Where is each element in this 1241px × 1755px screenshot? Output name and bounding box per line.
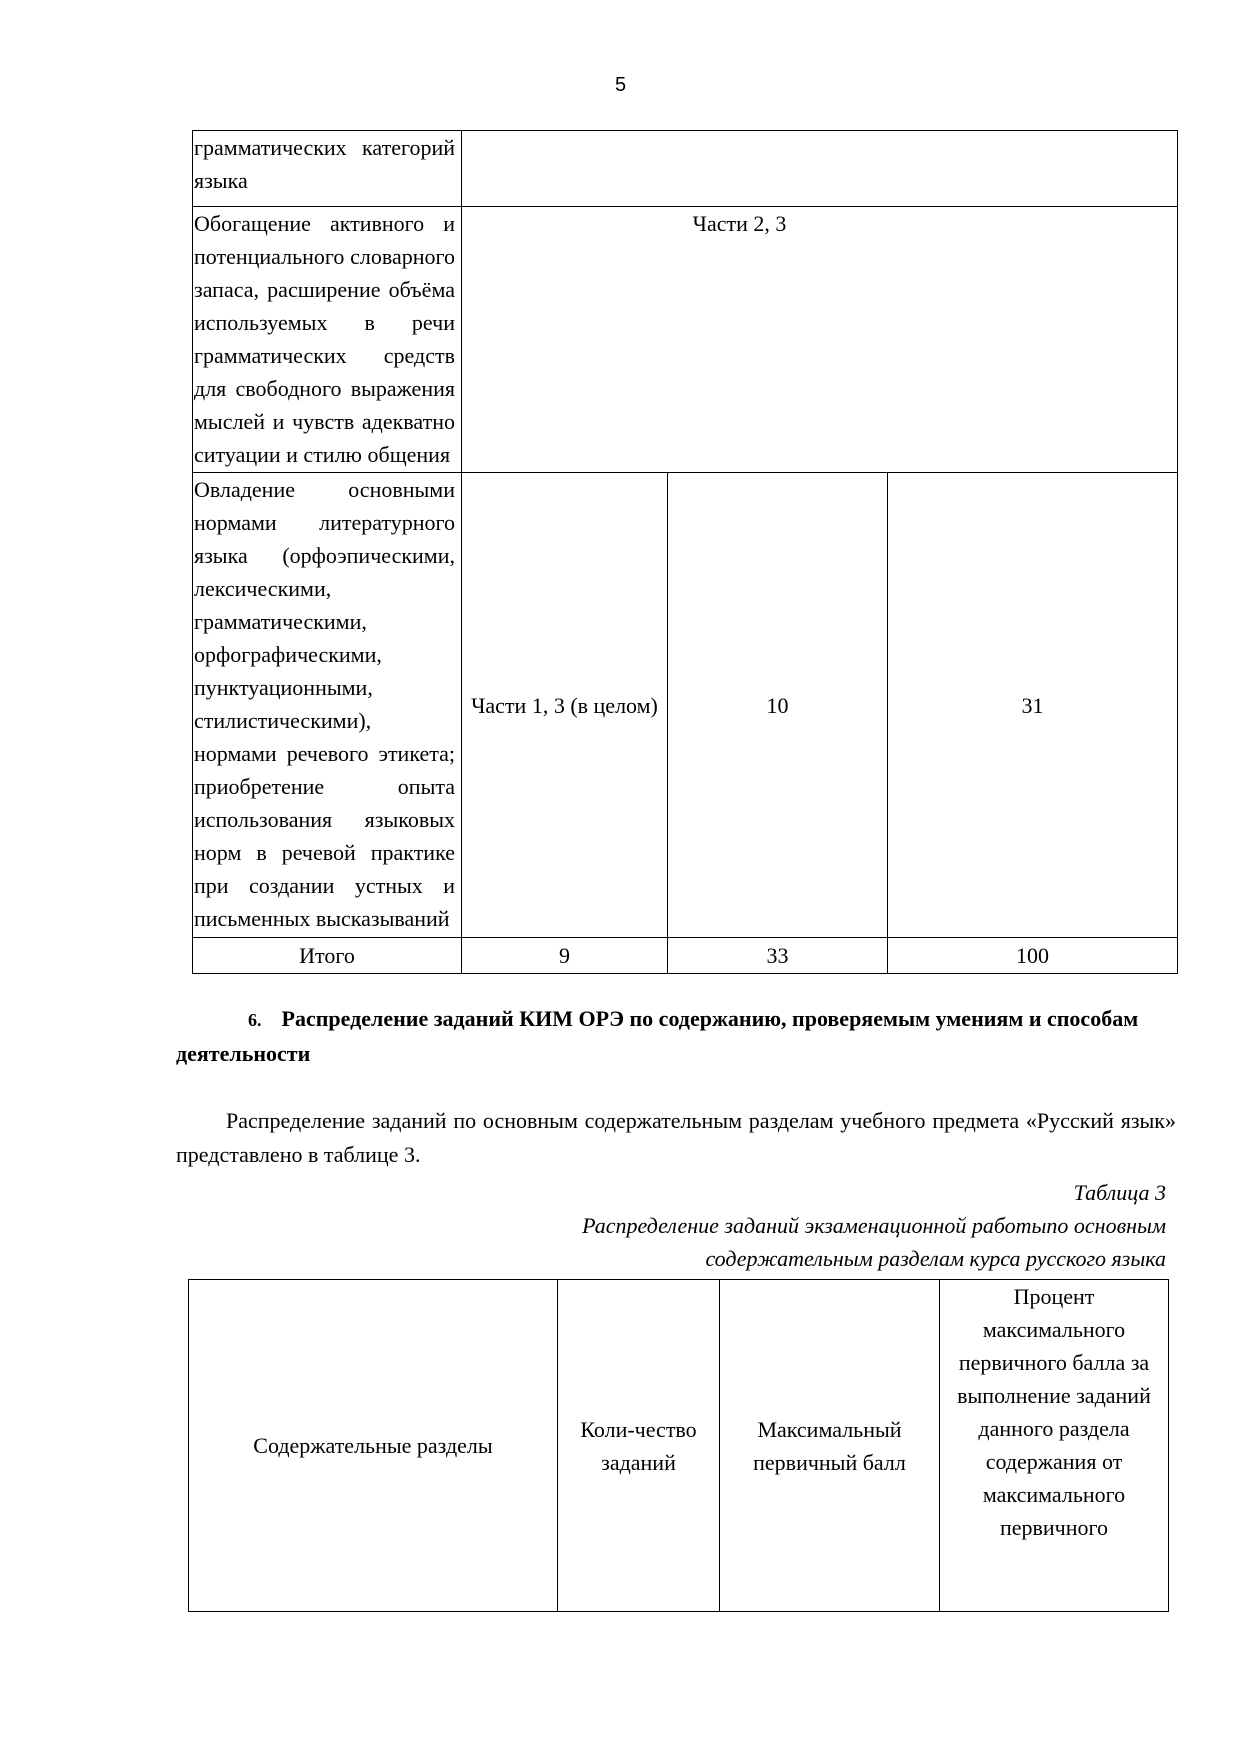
percent-cell: 31 [888, 473, 1178, 938]
parts-cell [462, 207, 1178, 473]
table-caption-line2: содержательным разделам курса русского языка [705, 1246, 1166, 1271]
total-row [193, 938, 1178, 974]
table-row [193, 131, 1178, 207]
table-caption-line1: Распределение заданий экзаменационной работыпо основным [582, 1213, 1166, 1238]
total-label: Итого [193, 938, 462, 974]
content-table [192, 130, 1178, 974]
max-score-cell: 10 [668, 473, 888, 938]
section-title: Распределение заданий КИМ ОРЭ по содержанию, проверяемым умениям и способам деятельности [176, 1006, 1139, 1066]
section-cell: грамматических категорий языка [193, 131, 462, 207]
distribution-table [188, 1279, 1169, 1612]
paragraph: Распределение заданий по основным содержательным разделам учебного предмета «Русский язык» представлено в таблице 3. [176, 1108, 1176, 1167]
total-percent: 100 [888, 938, 1178, 974]
page-number: 5 [614, 74, 627, 96]
header-count: Коли-чество заданий [558, 1280, 720, 1612]
section-cell: Обогащение активного и потенциального словарного запаса, расширение объёма используемых в речи грамматических средств для свободного выражения мыслей и чувств адекватно ситуации и стилю общения [193, 207, 462, 473]
section-heading [176, 1002, 1176, 1071]
header-row [189, 1280, 1169, 1612]
value-cell [462, 131, 1178, 207]
table-label: Таблица 3 [1073, 1180, 1166, 1205]
header-sections: Содержательные разделы [189, 1280, 558, 1612]
parts-text: Части 2, 3 [692, 211, 787, 236]
header-max-score: Максимальный первичный балл [720, 1280, 940, 1612]
parts-cell: Части 1, 3 (в целом) [462, 473, 668, 938]
section-cell: Овладение основными нормами литературного языка (орфоэпическими, лексическими, грамматическими, орфографическими, пунктуационными, стилистическими), нормами речевого этикета; приобретение опыта использования языковых норм в речевой практике при создании устных и письменных высказываний [193, 473, 462, 938]
section-number: 6. [248, 1010, 262, 1030]
total-max-score: 33 [668, 938, 888, 974]
table-row [193, 473, 1178, 938]
header-percent: Процент максимального первичного балла за выполнение заданий данного раздела содержания от максимального первичного [940, 1280, 1169, 1612]
table-row [193, 207, 1178, 473]
total-count: 9 [462, 938, 668, 974]
